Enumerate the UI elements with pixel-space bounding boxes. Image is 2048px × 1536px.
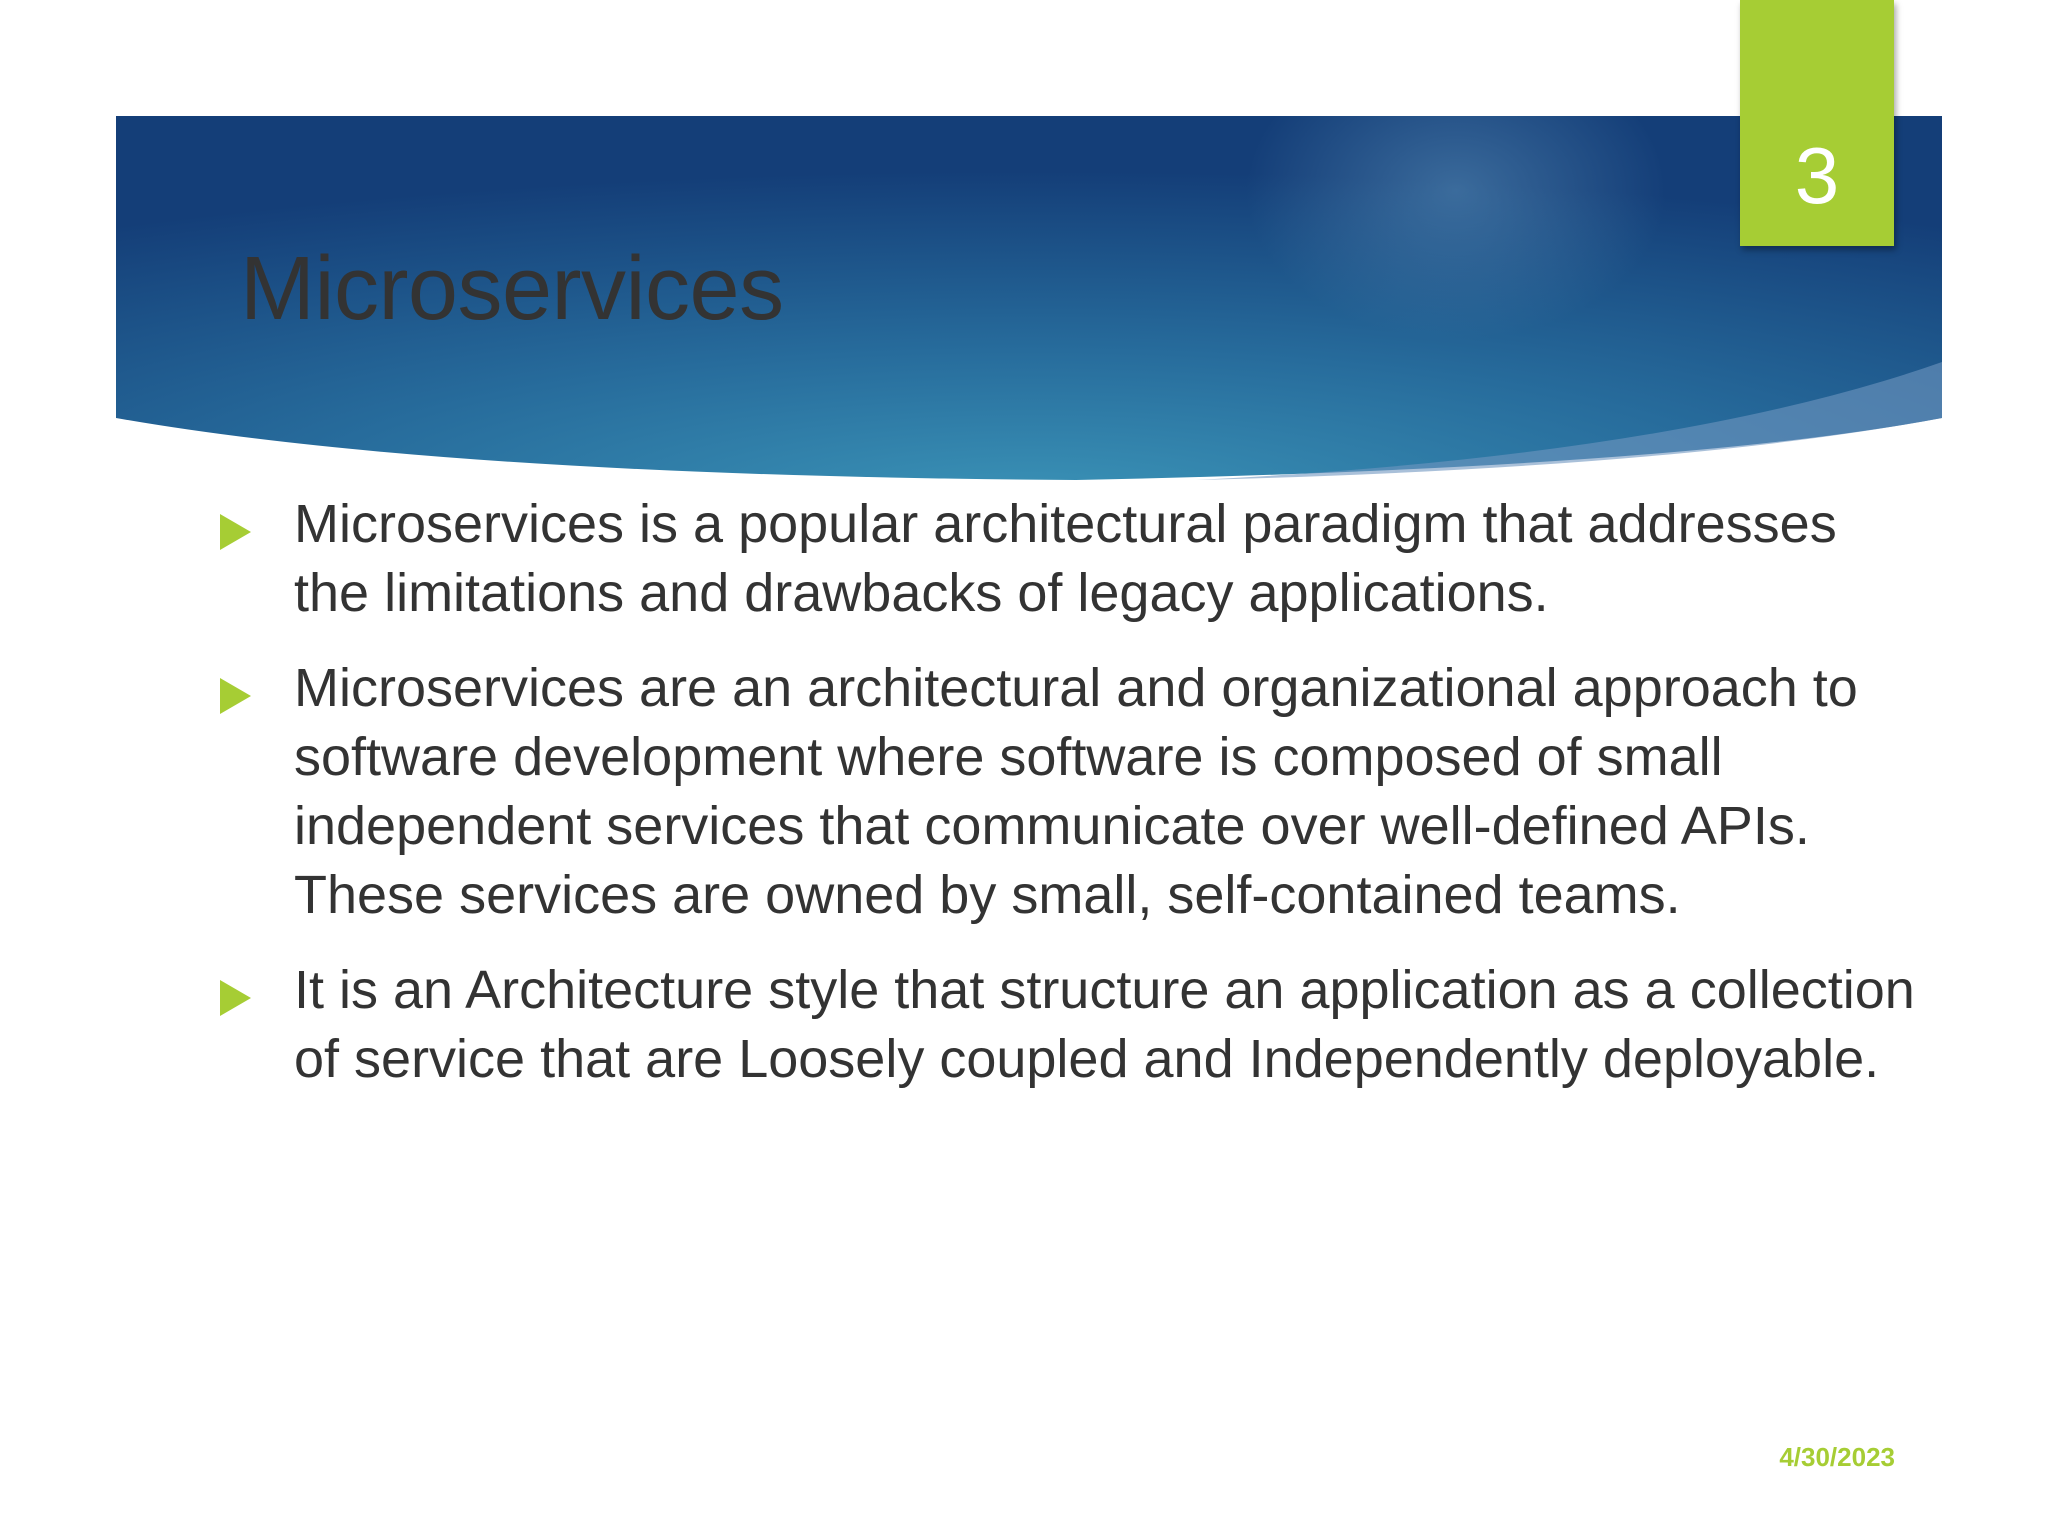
play-triangle-icon [220, 514, 251, 550]
bullet-text: It is an Architecture style that structure an application as a collection of service that are Loosely coupled and Independently deployable. [294, 960, 1915, 1089]
list-item [218, 654, 1918, 930]
slide-title: Microservices [240, 239, 784, 339]
bullet-text: Microservices are an architectural and organizational approach to software development where software is composed of small independent services that communicate over well-defined APIs. These services are owned by small, self-contained teams. [294, 658, 1858, 925]
page-number-tab [1740, 0, 1894, 246]
play-triangle-icon [220, 678, 251, 714]
list-item [218, 490, 1918, 628]
play-triangle-icon [220, 980, 251, 1016]
bullet-text: Microservices is a popular architectural paradigm that addresses the limitations and drawbacks of legacy applications. [294, 494, 1837, 623]
footer-date: 4/30/2023 [1779, 1442, 1895, 1472]
bullet-list [218, 490, 1918, 1120]
list-item [218, 956, 1918, 1094]
page-number: 3 [1794, 131, 1840, 220]
